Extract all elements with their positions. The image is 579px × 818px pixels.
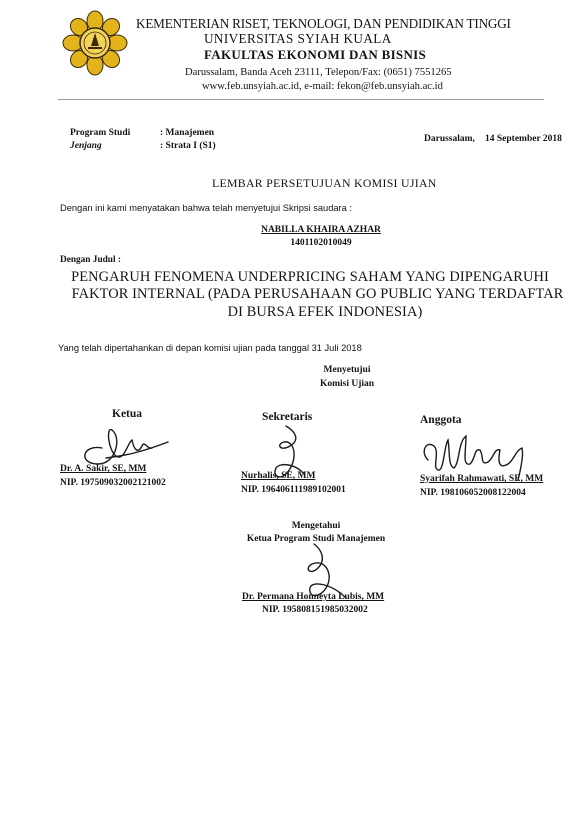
ketua-nip: NIP. 197509032002121002 xyxy=(60,478,166,488)
approval-line-2: Komisi Ujian xyxy=(319,379,375,389)
faculty-address: Darussalam, Banda Aceh 23111, Telepon/Fax: (0651) 7551265 xyxy=(185,67,452,78)
program-value: : Manajemen xyxy=(160,128,215,138)
ketua-role: Ketua xyxy=(112,408,143,420)
approval-line-1: Menyetujui xyxy=(323,365,371,375)
intro-text: Dengan ini kami menyatakan bahwa telah menyetujui Skripsi saudara : xyxy=(60,203,352,213)
student-id: 1401102010049 xyxy=(290,238,352,248)
level-label: Jenjang xyxy=(70,141,102,151)
document-title: LEMBAR PERSETUJUAN KOMISI UJIAN xyxy=(212,176,437,190)
sekretaris-nip: NIP. 196406111989102001 xyxy=(241,485,346,495)
university-logo xyxy=(64,11,126,75)
sekretaris-name: Nurhalis, SE, MM xyxy=(241,471,316,481)
kaprodi-name: Dr. Permana Honneyta Lubis, MM xyxy=(242,592,385,602)
student-name: NABILLA KHAIRA AZHAR xyxy=(261,225,381,235)
anggota-role: Anggota xyxy=(420,414,462,426)
sekretaris-role: Sekretaris xyxy=(262,411,313,423)
level-value: : Strata I (S1) xyxy=(160,141,216,151)
letter-date: 14 September 2018 xyxy=(485,134,562,144)
thesis-title-line-3: DI BURSA EFEK INDONESIA) xyxy=(227,304,423,320)
acknowledgement-line-1: Mengetahui xyxy=(291,521,341,531)
ministry-name: KEMENTERIAN RISET, TEKNOLOGI, DAN PENDIDIKAN TINGGI xyxy=(136,16,511,31)
place: Darussalam, xyxy=(424,134,475,144)
kaprodi-nip: NIP. 195808151985032002 xyxy=(262,605,368,615)
program-label: Program Studi xyxy=(70,128,131,138)
title-label: Dengan Judul : xyxy=(60,255,121,265)
anggota-nip: NIP. 198106052008122004 xyxy=(420,488,526,498)
defense-statement: Yang telah dipertahankan di depan komisi ujian pada tanggal 31 Juli 2018 xyxy=(58,343,362,353)
letterhead-divider xyxy=(58,99,544,100)
faculty-web-email: www.feb.unsyiah.ac.id, e-mail: fekon@feb.unsyiah.ac.id xyxy=(202,81,443,92)
ketua-name: Dr. A. Sakir, SE, MM xyxy=(60,464,147,474)
thesis-title-line-2: FAKTOR INTERNAL (PADA PERUSAHAAN GO PUBLIC YANG TERDAFTAR xyxy=(71,286,564,302)
anggota-name: Syarifah Rahmawati, SE, MM xyxy=(420,474,544,484)
acknowledgement-line-2: Ketua Program Studi Manajemen xyxy=(246,534,386,544)
university-name: UNIVERSITAS SYIAH KUALA xyxy=(204,31,392,46)
faculty-name: FAKULTAS EKONOMI DAN BISNIS xyxy=(204,47,427,62)
thesis-title-line-1: PENGARUH FENOMENA UNDERPRICING SAHAM YANG DIPENGARUHI xyxy=(71,269,549,285)
